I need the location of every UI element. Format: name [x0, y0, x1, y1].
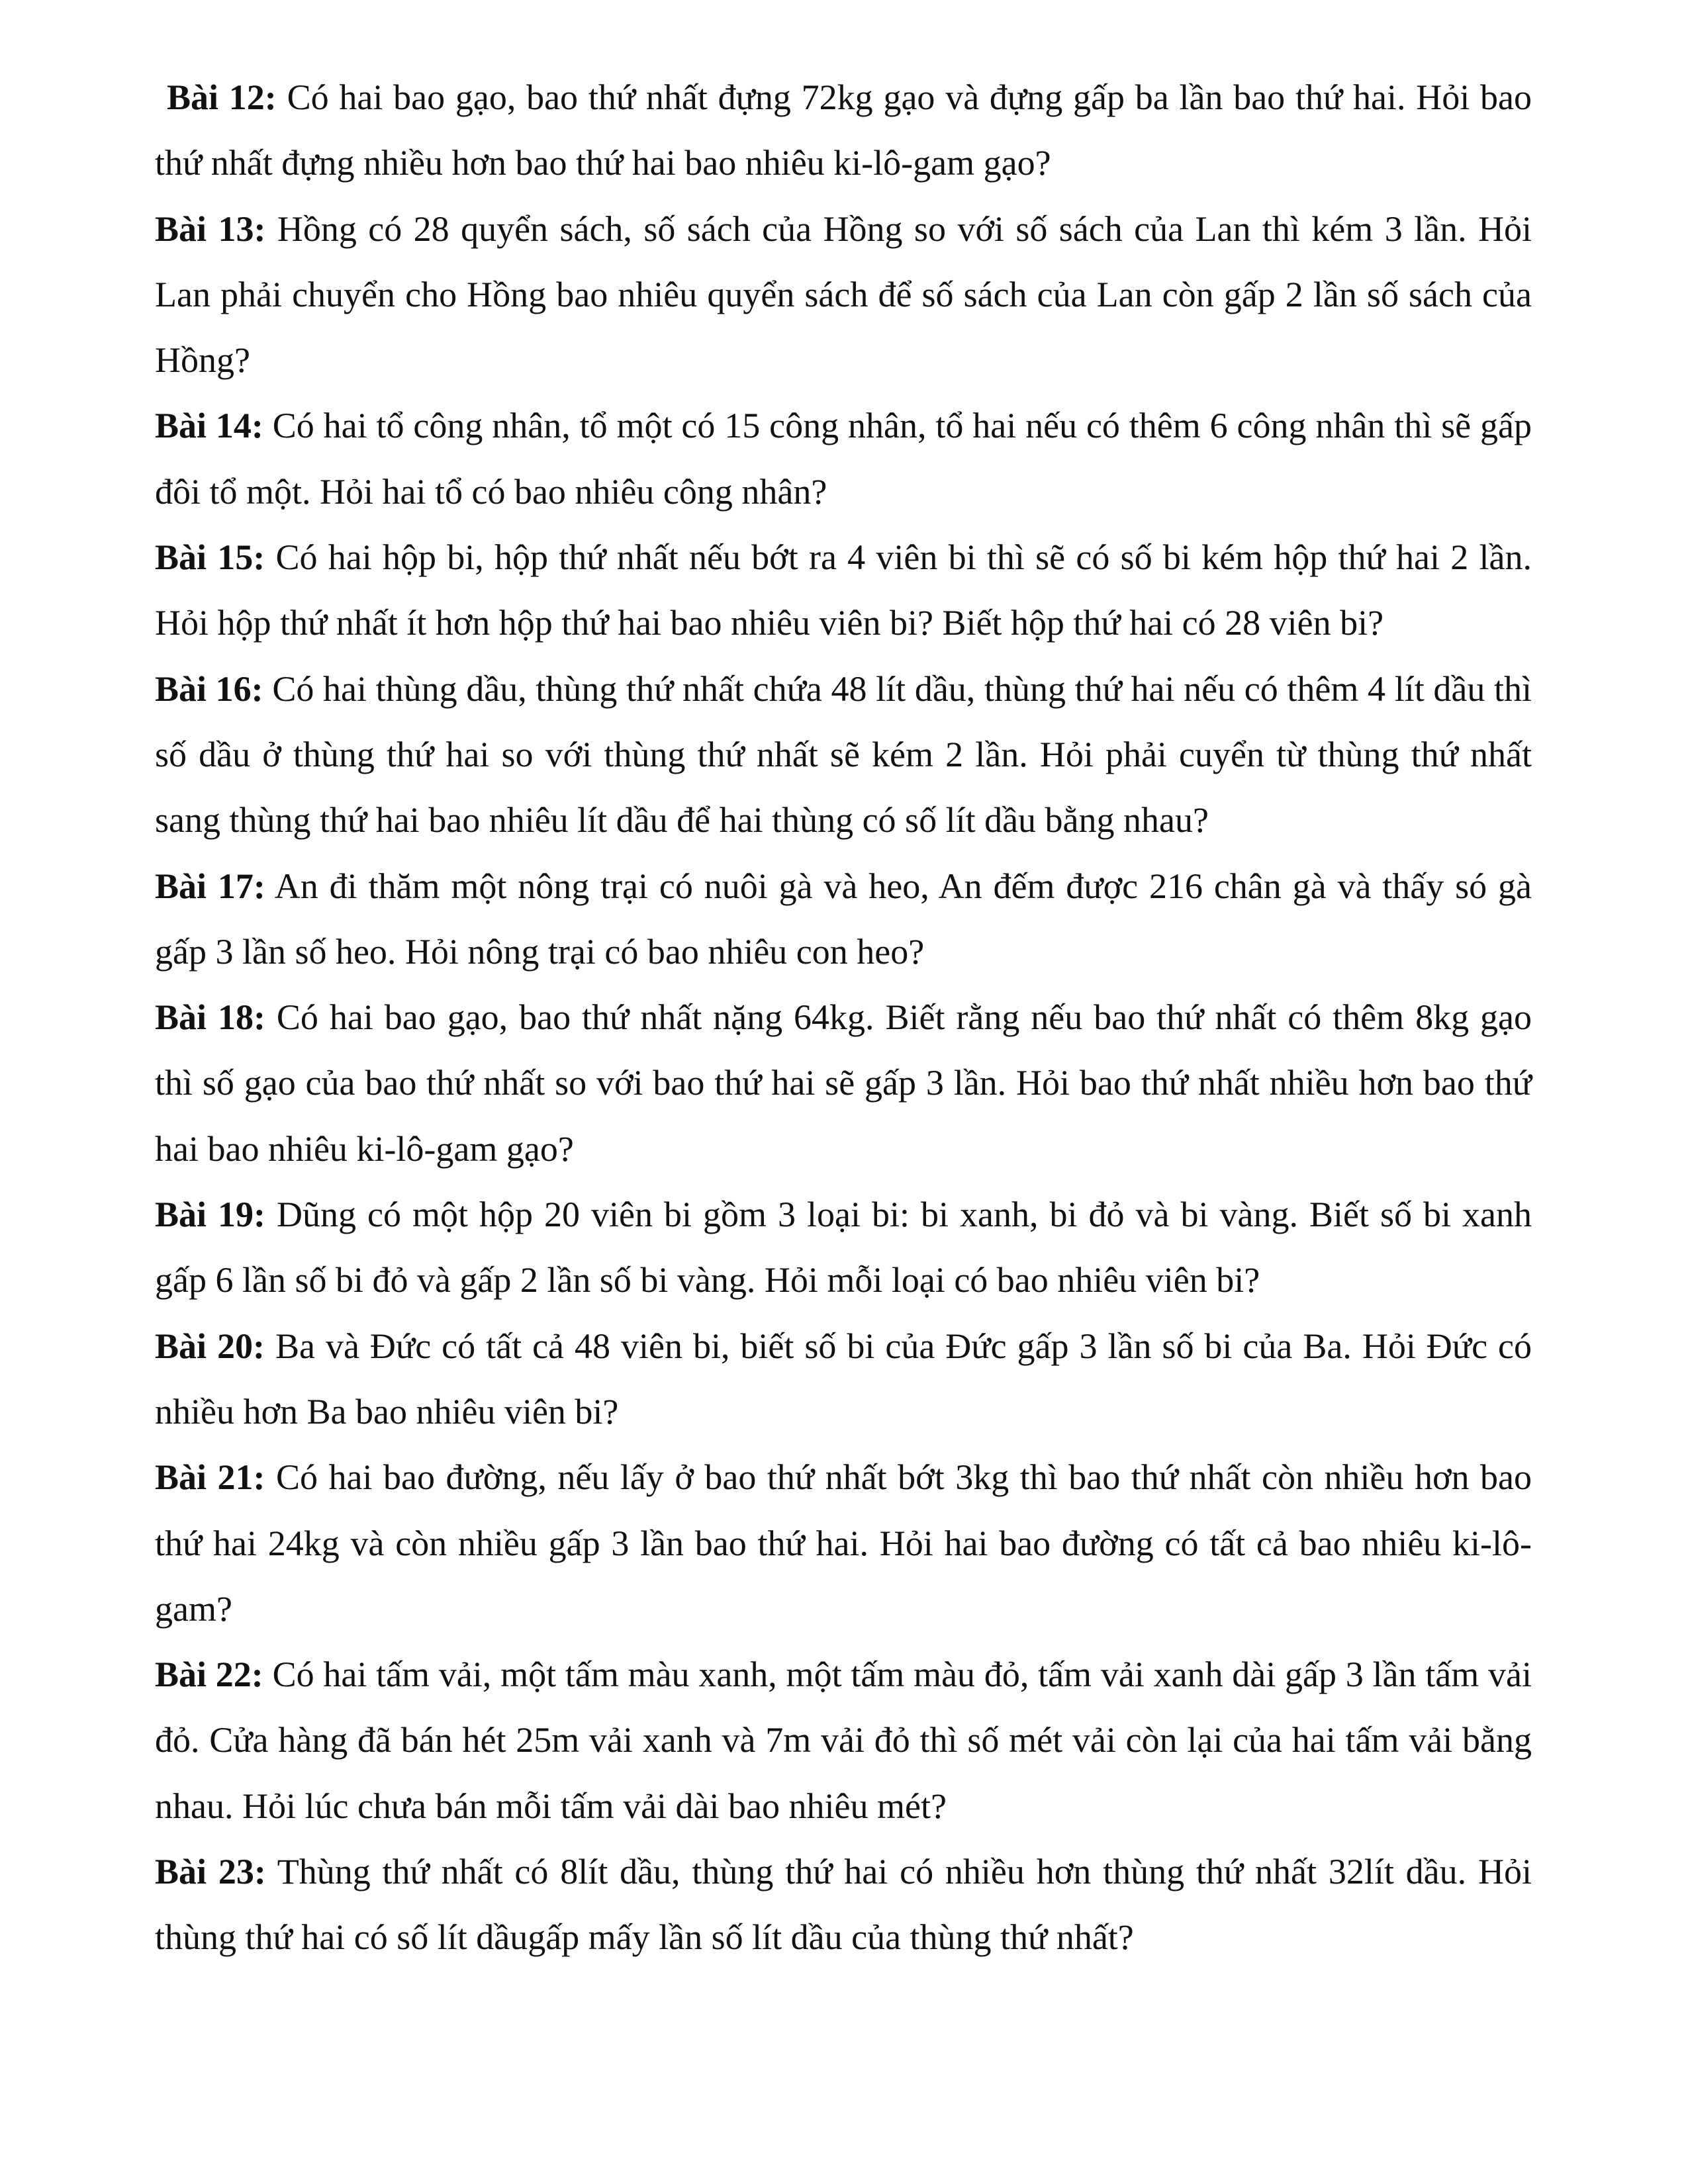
- problem-13: [155, 197, 1532, 394]
- problem-text: Có hai bao gạo, bao thứ nhất nặng 64kg. Biết rằng nếu bao thứ nhất có thêm 8kg gạo thì số gạo của bao thứ nhất so với bao thứ hai sẽ gấp 3 lần. Hỏi bao thứ nhất nhiều hơn bao thứ hai bao nhiêu ki-lô-gam gạo?: [155, 997, 1532, 1169]
- problem-label: Bài 21:: [155, 1457, 265, 1498]
- problem-text: Thùng thứ nhất có 8lít dầu, thùng thứ hai có nhiều hơn thùng thứ nhất 32lít dầu. Hỏi thùng thứ hai có số lít dầugấp mấy lần số lít dầu của thùng thứ nhất?: [155, 1852, 1532, 1958]
- problem-label: Bài 23:: [155, 1852, 266, 1892]
- problem-23: [155, 1839, 1532, 1971]
- problem-label: Bài 14:: [155, 406, 263, 446]
- problem-text: Có hai tấm vải, một tấm màu xanh, một tấm màu đỏ, tấm vải xanh dài gấp 3 lần tấm vải đỏ. Cửa hàng đã bán hét 25m vải xanh và 7m vải đỏ thì số mét vải còn lại của hai tấm vải bằng nhau. Hỏi lúc chưa bán mỗi tấm vải dài bao nhiêu mét?: [155, 1655, 1532, 1826]
- problem-label: Bài 20:: [155, 1326, 265, 1366]
- problem-text: Có hai bao đường, nếu lấy ở bao thứ nhất bớt 3kg thì bao thứ nhất còn nhiều hơn bao thứ hai 24kg và còn nhiều gấp 3 lần bao thứ hai. Hỏi hai bao đường có tất cả bao nhiêu ki-lô-gam?: [155, 1457, 1532, 1629]
- problem-text: Có hai thùng dầu, thùng thứ nhất chứa 48 lít dầu, thùng thứ hai nếu có thêm 4 lít dầu thì số dầu ở thùng thứ hai so với thùng thứ nhất sẽ kém 2 lần. Hỏi phải cuyển từ thùng thứ nhất sang thùng thứ hai bao nhiêu lít dầu để hai thùng có số lít dầu bằng nhau?: [155, 668, 1532, 841]
- problem-20: [155, 1314, 1532, 1445]
- problem-18: [155, 985, 1532, 1182]
- problem-14: [155, 393, 1532, 525]
- problem-16: [155, 657, 1532, 854]
- problem-label: Bài 16:: [155, 668, 263, 709]
- problem-text: Có hai bao gạo, bao thứ nhất đựng 72kg gạo và đựng gấp ba lần bao thứ hai. Hỏi bao thứ nhất đựng nhiều hơn bao thứ hai bao nhiêu ki-lô-gam gạo?: [155, 77, 1532, 183]
- problem-17: [155, 854, 1532, 985]
- problem-12: [155, 65, 1532, 197]
- problem-label: Bài 19:: [155, 1195, 266, 1235]
- problem-text: Có hai hộp bi, hộp thứ nhất nếu bớt ra 4 viên bi thì sẽ có số bi kém hộp thứ hai 2 lần. Hỏi hộp thứ nhất ít hơn hộp thứ hai bao nhiêu viên bi? Biết hộp thứ hai có 28 viên bi?: [155, 537, 1532, 643]
- problem-text: Dũng có một hộp 20 viên bi gồm 3 loại bi: bi xanh, bi đỏ và bi vàng. Biết số bi xanh gấp 6 lần số bi đỏ và gấp 2 lần số bi vàng. Hỏi mỗi loại có bao nhiêu viên bi?: [155, 1195, 1532, 1300]
- problem-15: [155, 525, 1532, 657]
- problem-21: [155, 1445, 1532, 1642]
- problem-label: Bài 17:: [155, 866, 265, 906]
- problem-label: Bài 22:: [155, 1655, 263, 1695]
- problem-text: Hồng có 28 quyển sách, số sách của Hồng so với số sách của Lan thì kém 3 lần. Hỏi Lan phải chuyển cho Hồng bao nhiêu quyển sách để số sách của Lan còn gấp 2 lần số sách của Hồng?: [155, 208, 1532, 381]
- problem-label: Bài 18:: [155, 997, 265, 1038]
- problem-label: Bài 13:: [155, 208, 266, 249]
- problem-text: An đi thăm một nông trại có nuôi gà và heo, An đếm được 216 chân gà và thấy só gà gấp 3 lần số heo. Hỏi nông trại có bao nhiêu con heo?: [155, 866, 1532, 972]
- problem-text: Ba và Đức có tất cả 48 viên bi, biết số bi của Đức gấp 3 lần số bi của Ba. Hỏi Đức có nhiều hơn Ba bao nhiêu viên bi?: [155, 1326, 1532, 1432]
- problem-label: Bài 15:: [155, 537, 265, 578]
- problem-label: Bài 12:: [167, 77, 277, 117]
- problem-text: Có hai tổ công nhân, tổ một có 15 công nhân, tổ hai nếu có thêm 6 công nhân thì sẽ gấp đôi tổ một. Hỏi hai tổ có bao nhiêu công nhân?: [155, 406, 1532, 512]
- problem-22: [155, 1642, 1532, 1839]
- worksheet-page: [155, 65, 1532, 1971]
- problem-19: [155, 1182, 1532, 1314]
